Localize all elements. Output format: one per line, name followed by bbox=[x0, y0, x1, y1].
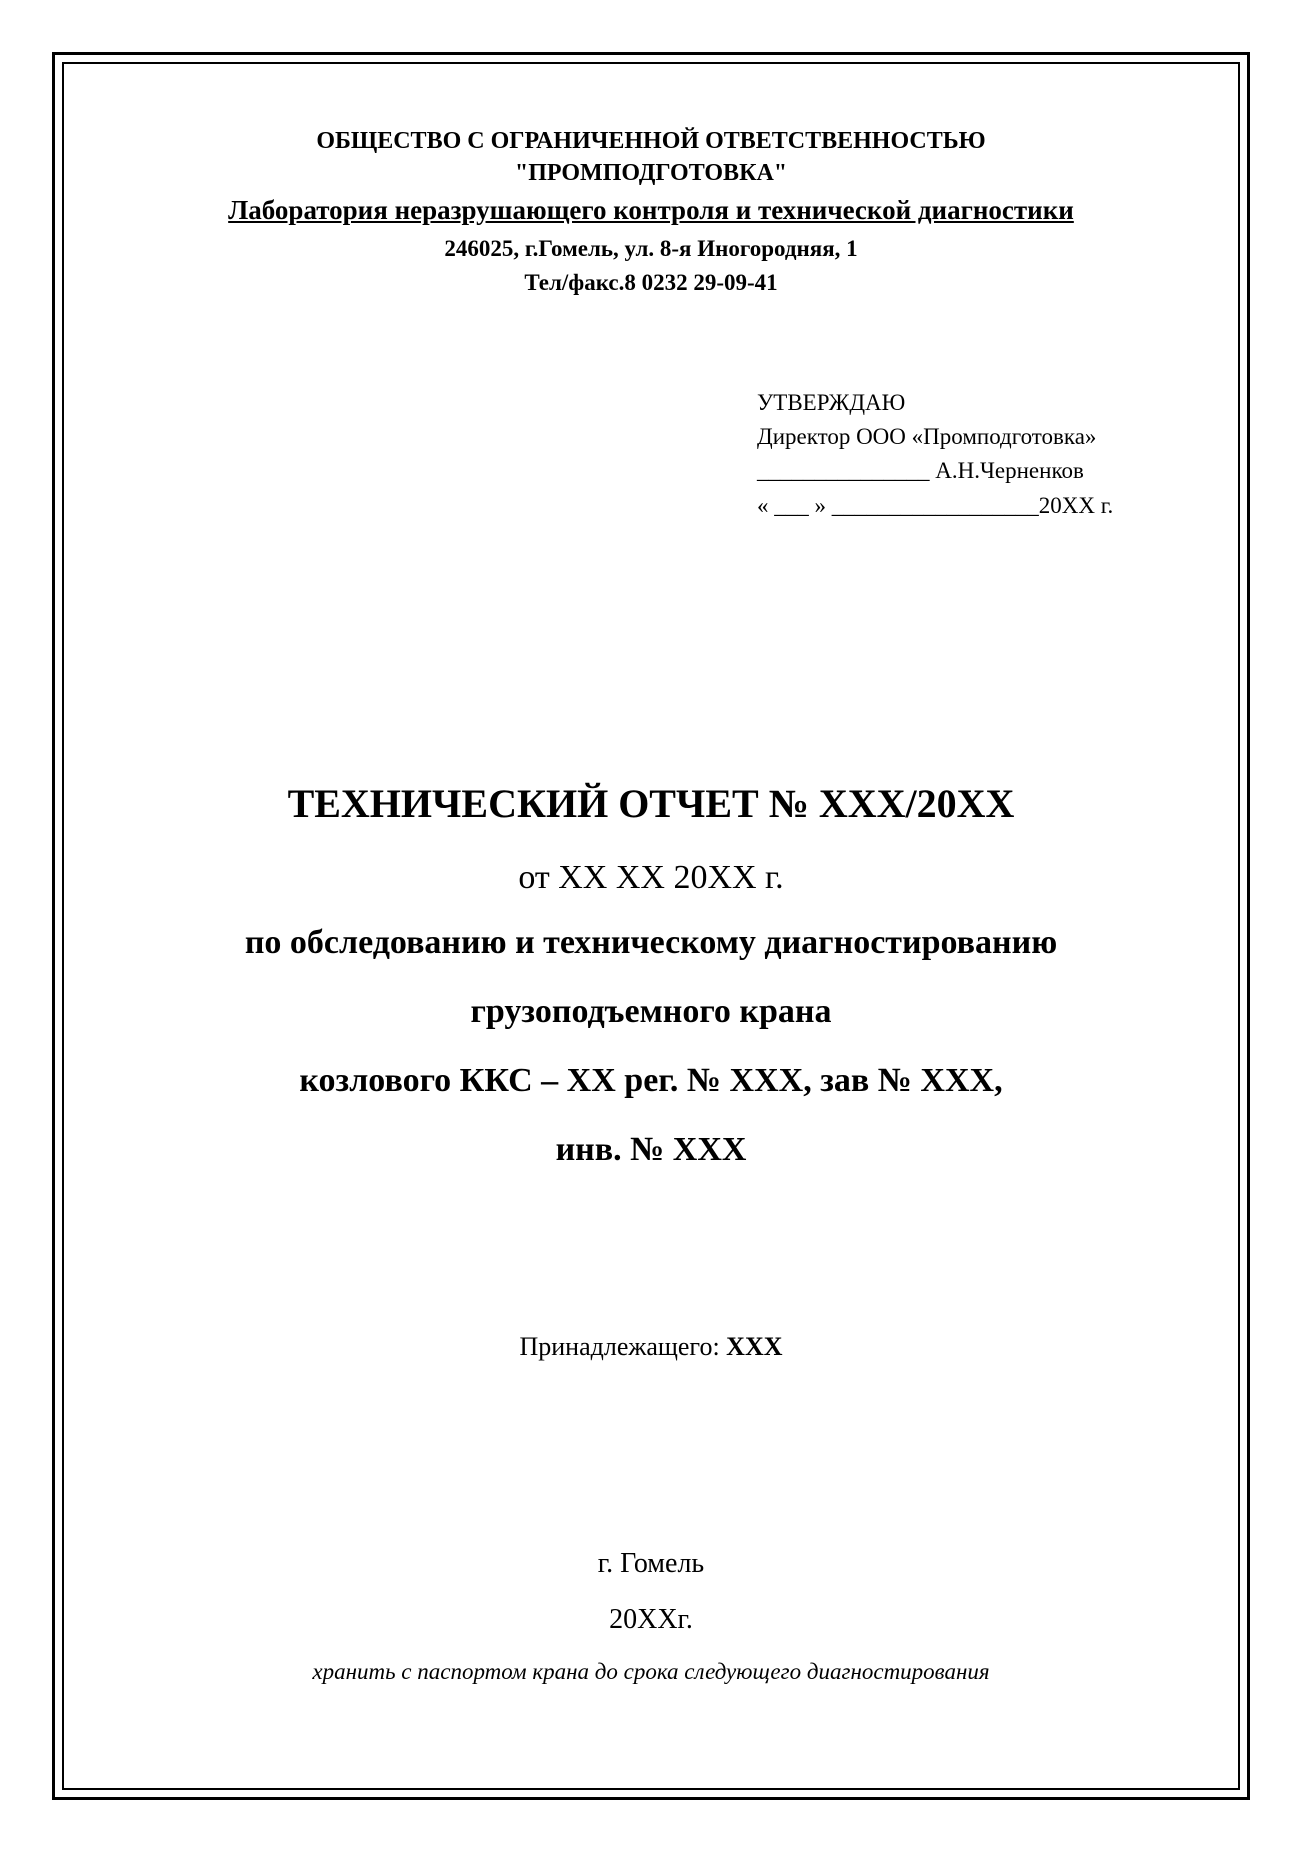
footer-city: г. Гомель bbox=[597, 1548, 705, 1579]
organization-name-line-1: ОБЩЕСТВО С ОГРАНИЧЕННОЙ ОТВЕТСТВЕННОСТЬЮ bbox=[316, 128, 986, 154]
report-title: ТЕХНИЧЕСКИЙ ОТЧЕТ № ХХХ/20ХХ bbox=[287, 781, 1015, 826]
organization-phone: Тел/факс.8 0232 29-09-41 bbox=[524, 270, 778, 295]
storage-note: хранить с паспортом крана до срока следующего диагностирования bbox=[312, 1659, 990, 1684]
approval-signature-line: _______________ А.Н.Черненков bbox=[757, 458, 1084, 483]
report-subject-line-1: по обследованию и техническому диагностированию bbox=[244, 924, 1058, 961]
report-date: от ХХ ХХ 20ХХ г. bbox=[518, 859, 784, 896]
approval-heading: УТВЕРЖДАЮ bbox=[757, 390, 906, 415]
report-subject-line-2: грузоподъемного крана bbox=[470, 993, 832, 1030]
owner-value: ХХХ bbox=[726, 1332, 783, 1361]
footer-year: 20ХХг. bbox=[609, 1604, 693, 1635]
report-subject-line-4: инв. № ХХХ bbox=[555, 1131, 747, 1168]
organization-name-line-2: "ПРОМПОДГОТОВКА" bbox=[514, 160, 788, 186]
organization-address: 246025, г.Гомель, ул. 8-я Иногородняя, 1 bbox=[444, 236, 858, 261]
laboratory-name: Лаборатория неразрушающего контроля и технической диагностики bbox=[228, 195, 1074, 225]
report-subject-line-3: козлового ККС – ХХ рег. № ХХХ, зав № ХХХ, bbox=[299, 1062, 1003, 1099]
approval-position: Директор ООО «Промподготовка» bbox=[757, 424, 1097, 449]
owner-label: Принадлежащего: bbox=[519, 1332, 727, 1361]
owner-line bbox=[62, 1330, 1240, 1364]
approval-date-line: « ___ » __________________20ХХ г. bbox=[757, 493, 1114, 518]
